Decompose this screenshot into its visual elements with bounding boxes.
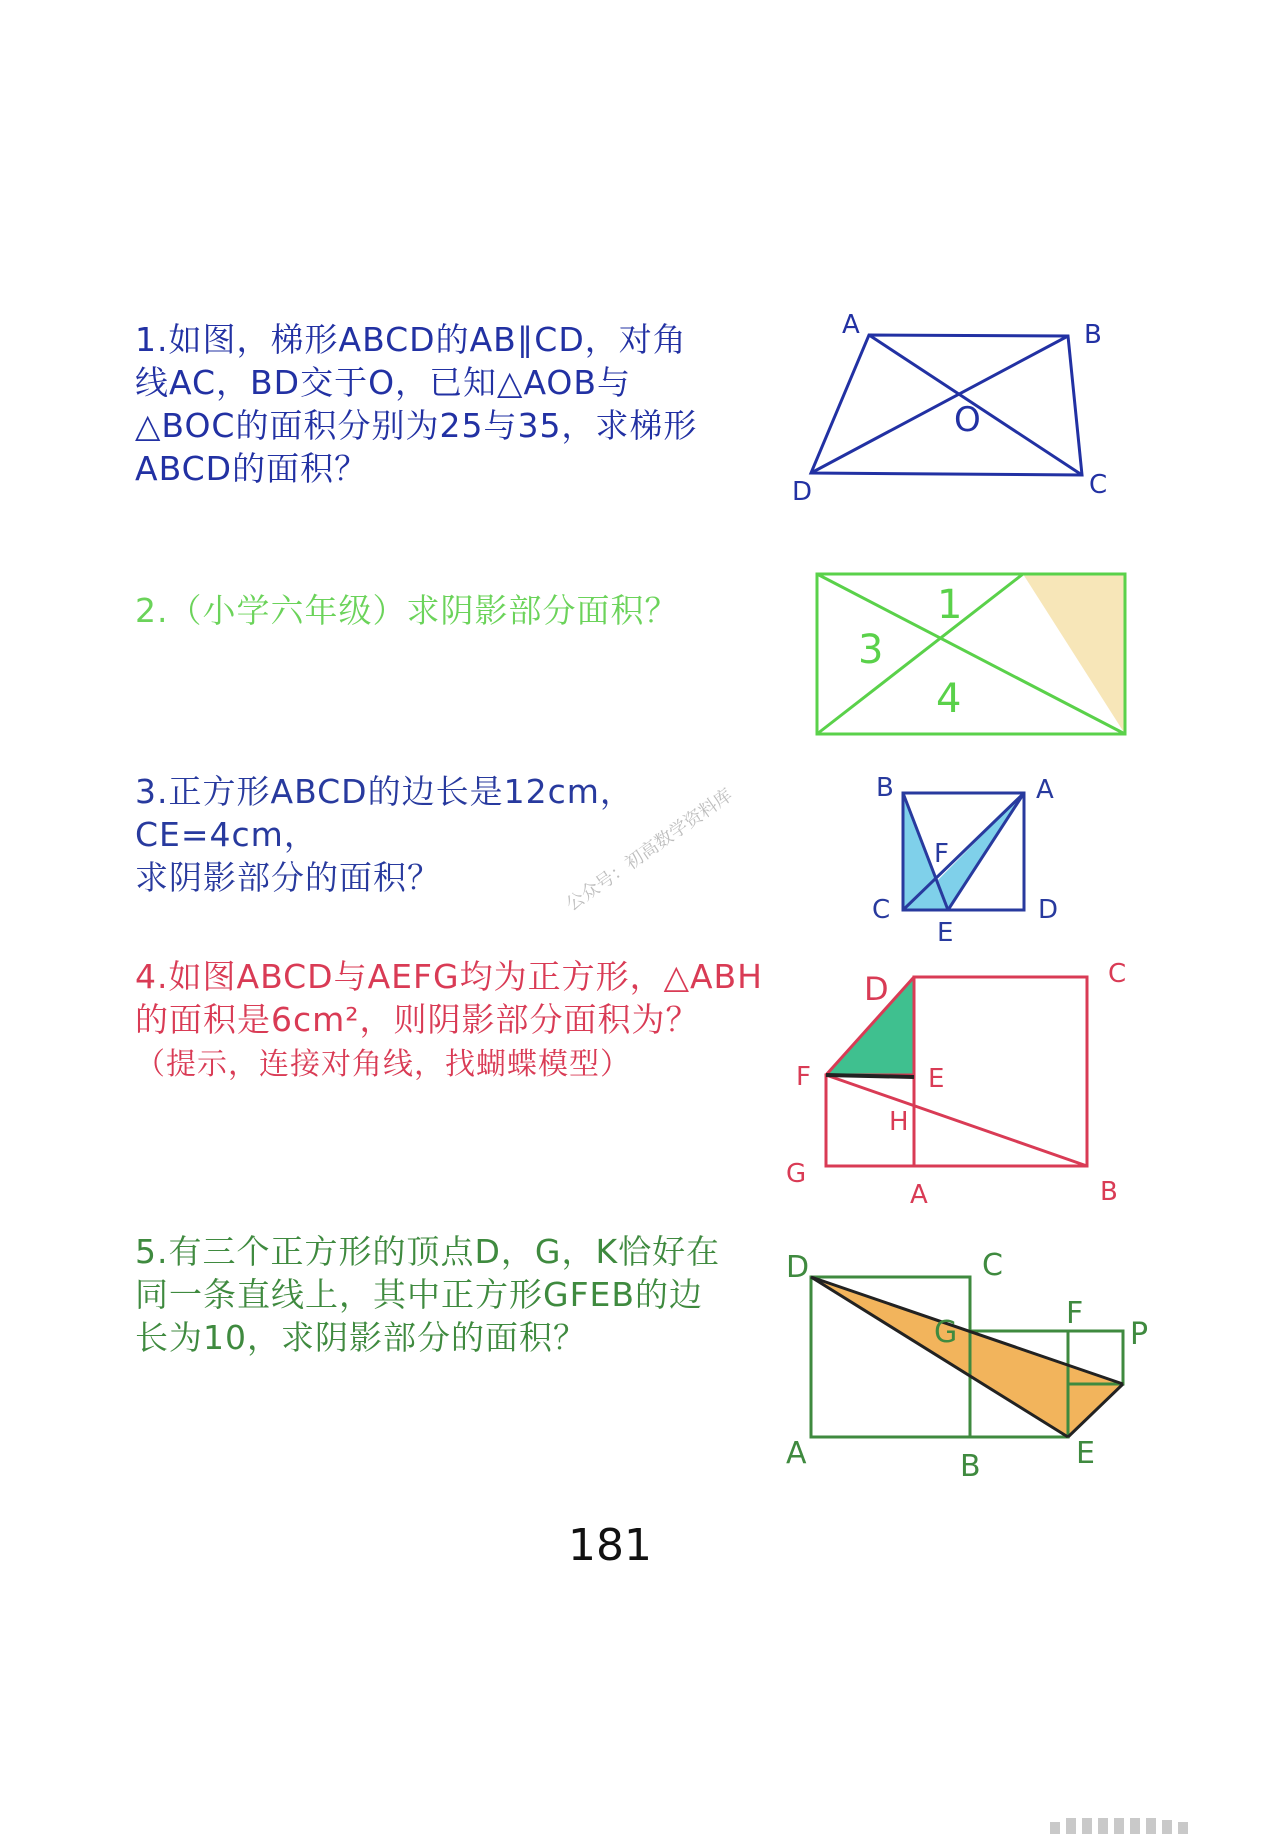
fig3-label-a: A [1036, 775, 1054, 805]
fig4-label-a: A [910, 1180, 928, 1210]
diagonal-bd [811, 336, 1068, 473]
fig4-label-g: G [786, 1159, 807, 1189]
problem-5-number: 5. [135, 1232, 169, 1271]
figure-1-trapezoid [811, 335, 1082, 475]
fig5-label-p: P [1130, 1317, 1149, 1352]
fig4-label-b: B [1100, 1177, 1118, 1207]
fig5-label-f: F [1066, 1296, 1084, 1331]
fig2-region-1: 1 [937, 582, 963, 628]
fig4-label-f: F [796, 1062, 811, 1092]
line-ae [948, 793, 1024, 910]
fig4-label-h: H [889, 1107, 909, 1137]
fig4-label-e: E [928, 1064, 945, 1094]
line-fe [826, 1075, 914, 1077]
problem-2-text: （小学六年级）求阴影部分面积？ [168, 591, 679, 630]
fig3-label-b: B [876, 773, 894, 803]
trapezoid-outline [811, 335, 1082, 475]
fig3-label-d: D [1038, 895, 1059, 925]
fig1-label-b: B [1084, 320, 1102, 350]
problem-2-number: 2. [135, 591, 169, 630]
fig3-label-f: F [934, 839, 949, 869]
fig1-label-o: O [954, 400, 981, 440]
bottom-decoration [1050, 1818, 1235, 1834]
watermark: 公众号：初高数学资料库 [562, 784, 737, 916]
fig1-label-c: C [1089, 470, 1108, 500]
problem-4-hint: （提示，连接对角线，找蝴蝶模型） [135, 1047, 631, 1082]
fig2-region-3: 3 [858, 627, 884, 673]
line-fb [826, 1075, 1087, 1166]
problem-1-number: 1. [135, 320, 169, 359]
problem-1-text: 如图，梯形ABCD的AB∥CD，对角 线AC，BD交于O，已知△AOB与 △BOC的面积分别为25与35，求梯形 ABCD的面积？ [135, 320, 698, 488]
fig4-label-c: C [1108, 959, 1127, 989]
fig5-label-e: E [1076, 1436, 1095, 1471]
shaded-region-2 [1023, 574, 1125, 734]
fig1-label-d: D [792, 477, 813, 507]
fig1-label-a: A [842, 310, 860, 340]
problem-5-text: 有三个正方形的顶点D，G，K恰好在 同一条直线上，其中正方形GFEB的边 长为10，求阴影部分的面积？ [135, 1232, 721, 1357]
problem-3-number: 3. [135, 772, 169, 811]
problem-3-text: 正方形ABCD的边长是12cm，CE=4cm， 求阴影部分的面积？ [135, 772, 634, 897]
page-number: 181 [568, 1520, 652, 1571]
fig5-label-d: D [786, 1250, 810, 1285]
problem-4-number: 4. [135, 957, 169, 996]
fig4-label-d: D [864, 970, 889, 1008]
fig3-label-c: C [872, 895, 891, 925]
problem-4-text: 如图ABCD与AEFG均为正方形，△ABH 的面积是6cm²，则阴影部分面积为？ [135, 957, 763, 1039]
fig5-label-c: C [982, 1248, 1003, 1283]
fig5-label-g: G [934, 1315, 958, 1350]
fig5-label-a: A [786, 1436, 807, 1471]
figure-3-square [903, 793, 1024, 910]
fig5-label-b: B [960, 1449, 981, 1484]
fig2-region-4: 4 [936, 676, 962, 722]
fig3-label-e: E [937, 918, 954, 948]
diagonal-2 [817, 574, 1023, 734]
